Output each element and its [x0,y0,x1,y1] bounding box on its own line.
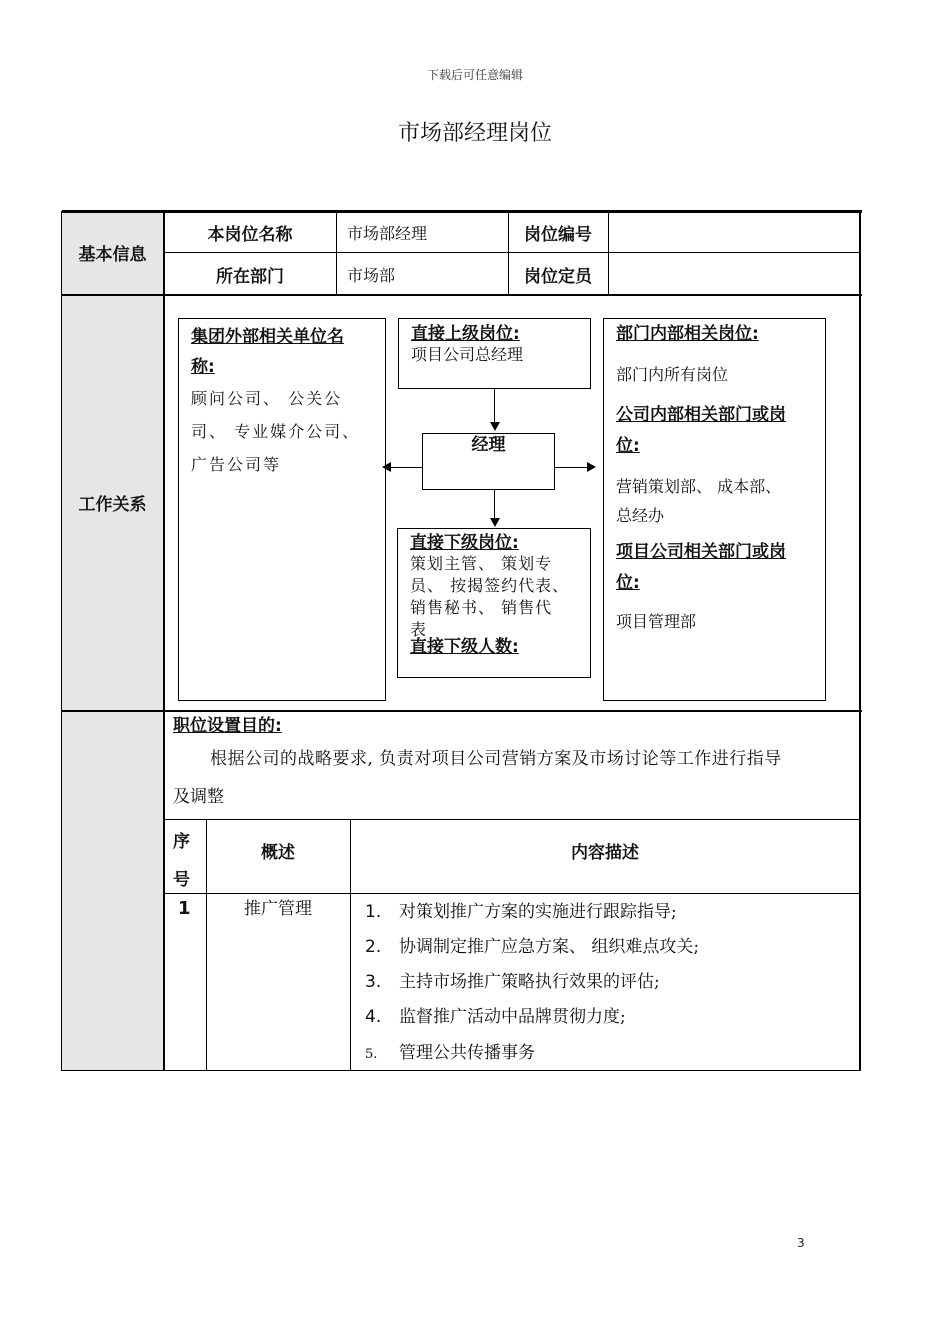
department-label: 所在部门 [216,267,284,287]
external-units-title: 集团外部相关单位名 称: [191,327,344,377]
post-name-value: 市场部经理 [347,224,428,243]
post-name-label: 本岗位名称 [207,225,293,245]
purpose-title: 职位设置目的: [173,716,282,736]
header-note: 下载后可任意编辑 [426,68,523,82]
col-content-header: 内容描述 [571,843,639,863]
duty-item: 2. 协调制定推广应急方案、 组织难点攻关; [365,937,700,957]
dept-internal-title: 部门内部相关岗位: [616,324,759,344]
post-code-label: 岗位编号 [524,225,592,245]
label-column [62,212,163,1070]
superior-title: 直接上级岗位: [411,324,520,344]
subordinate-title: 直接下级岗位: [410,533,519,553]
department-value: 市场部 [347,266,396,285]
headcount-label: 岗位定员 [524,267,592,287]
company-internal-value: 营销策划部、 成本部、 总经办 [616,477,782,525]
col-summary-header: 概述 [261,843,295,863]
manager-label: 经理 [471,435,506,455]
purpose-text-line1: 根据公司的战略要求, 负责对项目公司营销方案及市场讨论等工作进行指导 [210,749,782,769]
work-relations-label: 工作关系 [78,495,147,515]
company-internal-title: 公司内部相关部门或岗 位: [616,405,786,456]
row-index: 1 [178,898,191,919]
dept-internal-value: 部门内所有岗位 [616,365,729,384]
subordinate-count-label: 直接下级人数: [410,637,519,657]
col-index-header: 序 号 [173,832,190,890]
duty-item: 4. 监督推广活动中品牌贯彻力度; [365,1007,626,1027]
duty-item: 5. 管理公共传播事务 [365,1043,535,1063]
purpose-text-line2: 及调整 [173,787,224,807]
page-title: 市场部经理岗位 [397,121,552,146]
duty-item: 1. 对策划推广方案的实施进行跟踪指导; [365,902,677,922]
superior-value: 项目公司总经理 [411,345,524,364]
page-number: 3 [797,1236,805,1250]
project-company-title: 项目公司相关部门或岗 位: [616,542,786,593]
external-units-list: 顾问公司、 公关公 司、 专业媒介公司、 广告公司等 [191,389,361,474]
subordinate-list: 策划主管、 策划专 员、 按揭签约代表、 销售秘书、 销售代 表 [410,554,570,639]
project-company-value: 项目管理部 [616,612,697,631]
basic-info-label: 基本信息 [78,245,147,265]
row-summary: 推广管理 [244,899,312,919]
duty-item: 3. 主持市场推广策略执行效果的评估; [365,972,660,992]
